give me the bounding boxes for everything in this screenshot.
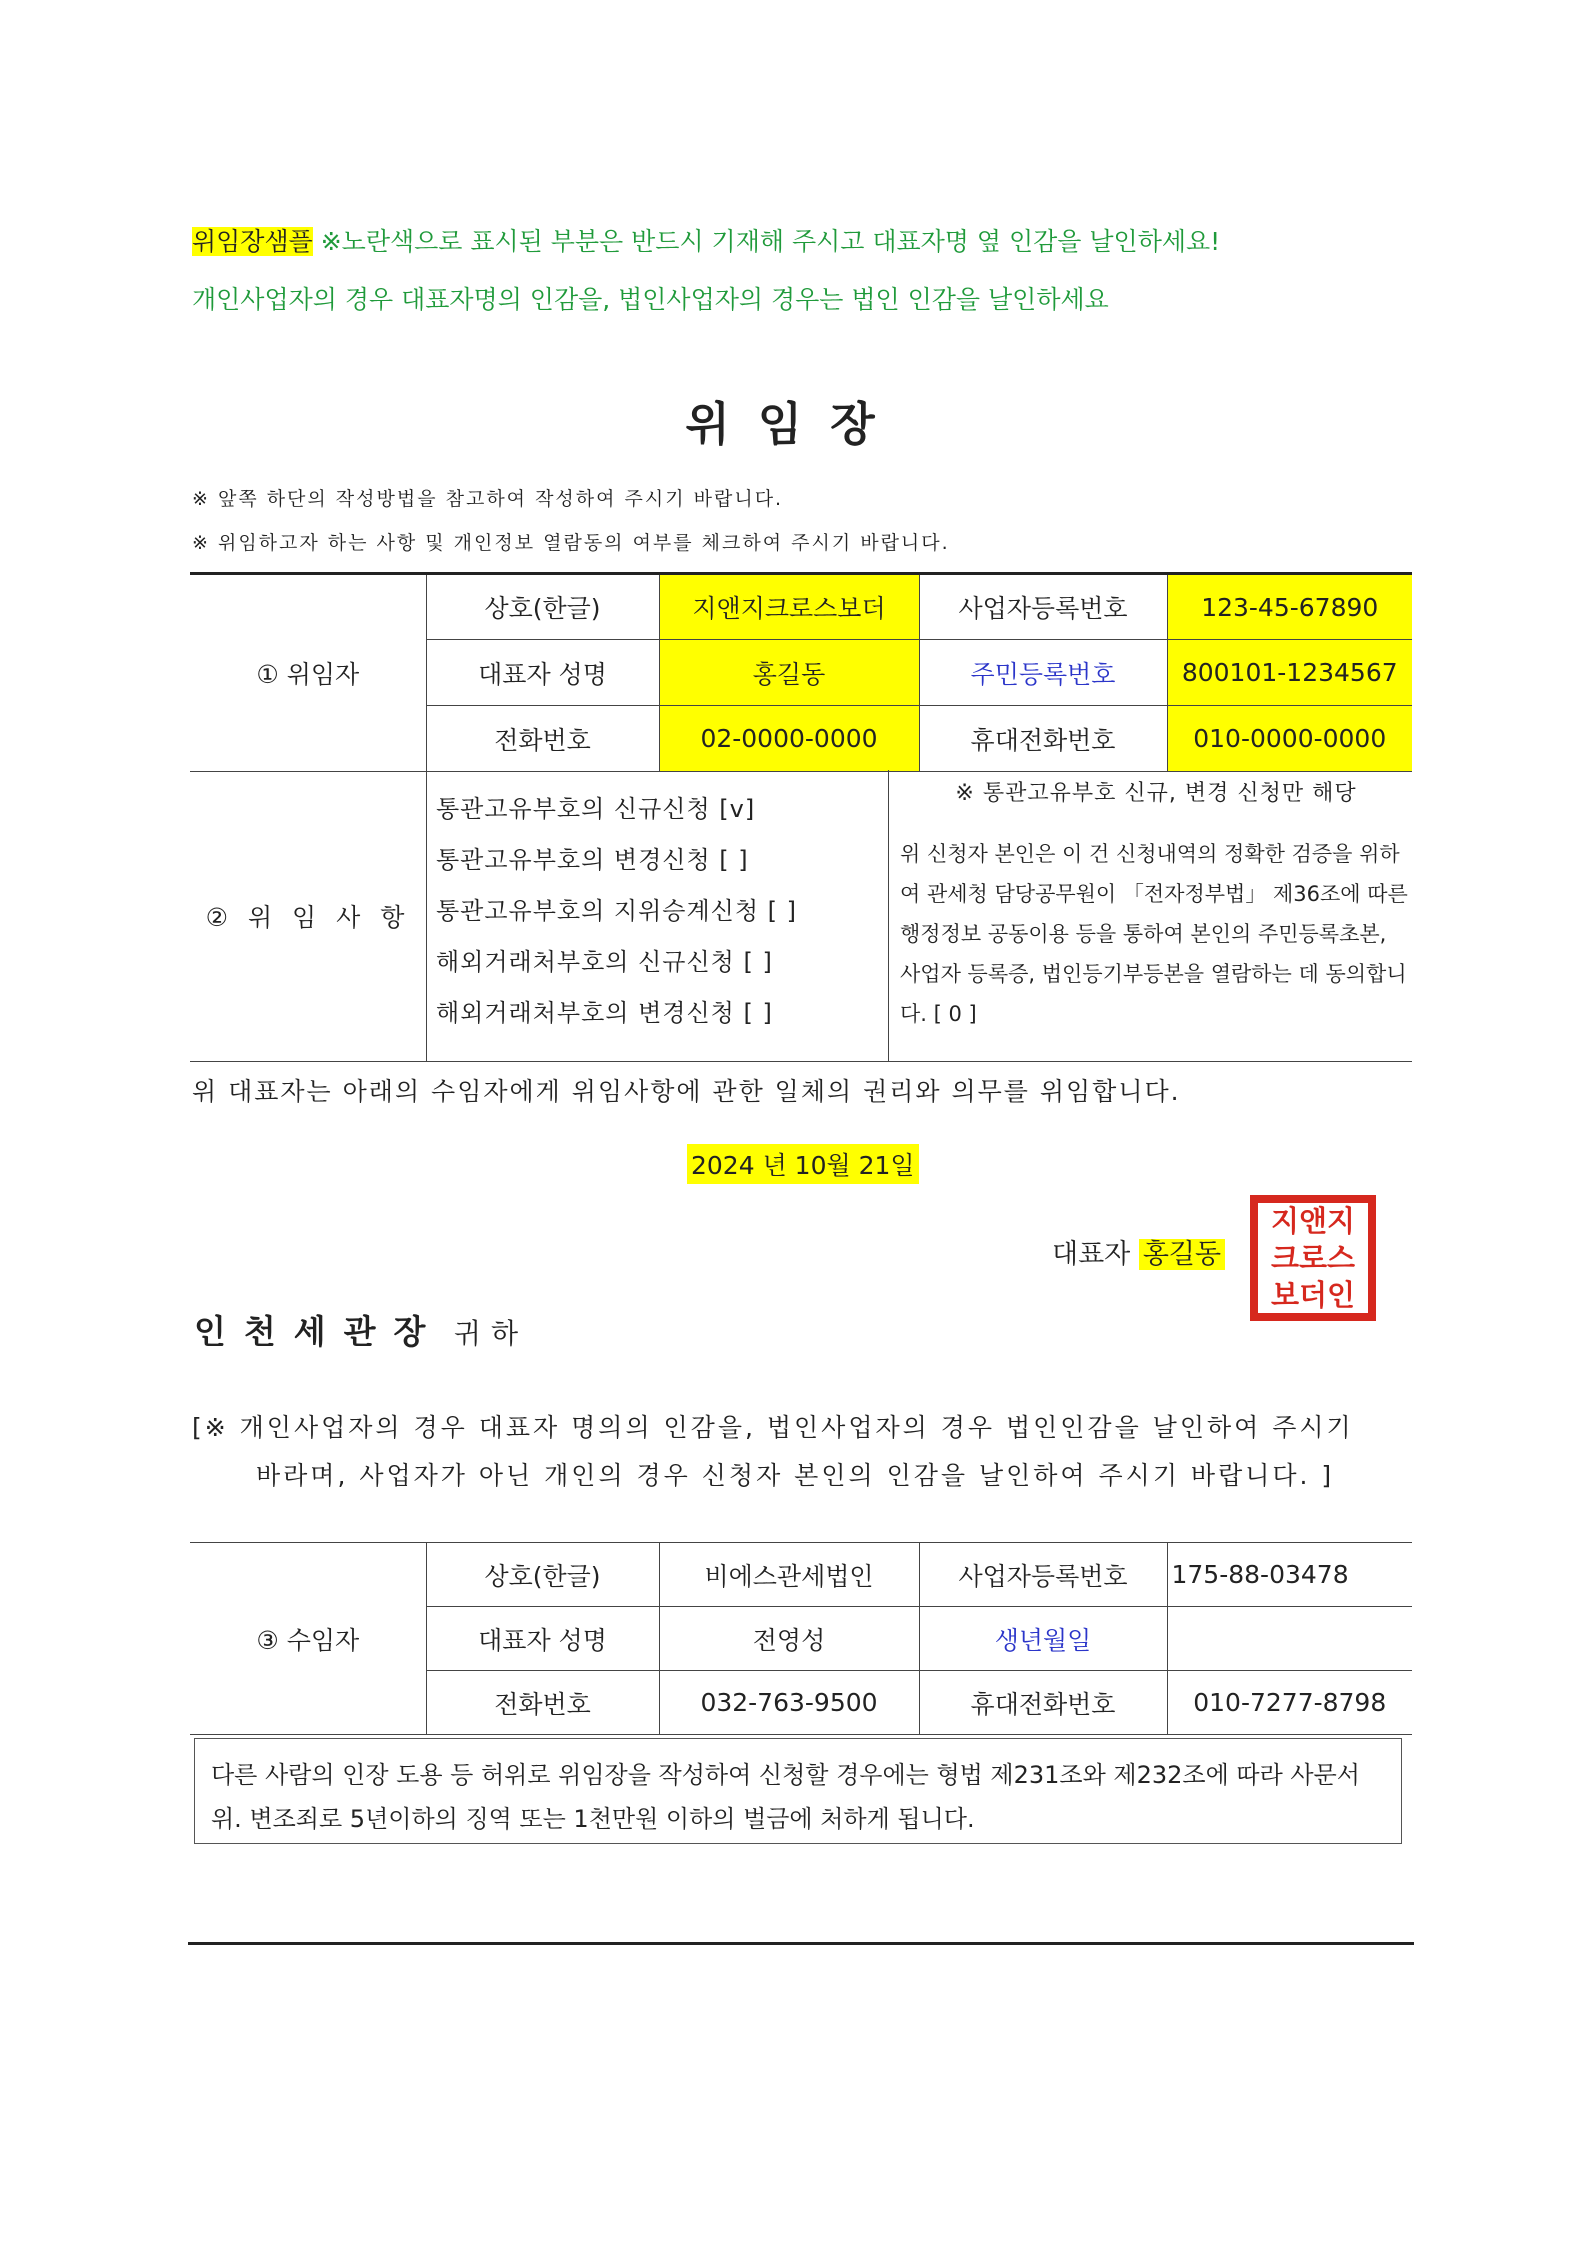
sample-notice [192, 222, 1220, 258]
seal-note-line-1: [※ 개인사업자의 경우 대표자 명의의 인감을, 법인사업자의 경우 법인인감을 날인하여 주시기 [192, 1413, 1354, 1442]
delegator-phone: 02-0000-0000 [659, 706, 919, 772]
delegatee-table [190, 1542, 1412, 1735]
seal-line: 지앤지 [1270, 1203, 1356, 1238]
delegator-rep-name: 홍길동 [659, 640, 919, 706]
delegatee-mobile: 010-7277-8798 [1167, 1671, 1412, 1735]
consent-box [900, 770, 1412, 1034]
delegatee-mobile-label: 휴대전화번호 [919, 1671, 1167, 1735]
delegator-rep-label: 대표자 성명 [426, 640, 659, 706]
delegator-resident-no-label: 주민등록번호 [919, 640, 1167, 706]
bottom-rule [188, 1942, 1414, 1945]
page-title: 위임장 [685, 397, 903, 451]
office-suffix: 귀하 [453, 1317, 528, 1350]
delegatee-birth-label: 생년월일 [919, 1607, 1167, 1671]
representative-line [1052, 1232, 1225, 1271]
delegation-item: 통관고유부호의 신규신청 [v] [436, 795, 756, 823]
company-seal-stamp [1250, 1195, 1376, 1321]
delegation-item: 해외거래처부호의 신규신청 [ ] [436, 948, 773, 976]
delegator-biz-no: 123-45-67890 [1167, 574, 1412, 640]
notice-line-1: ※노란색으로 표시된 부분은 반드시 기재해 주시고 대표자명 옆 인감을 날인하세요! [320, 227, 1221, 256]
delegator-mobile: 010-0000-0000 [1167, 706, 1412, 772]
document-date: 2024 년 10월 21일 [687, 1144, 919, 1184]
delegator-trade-name: 지앤지크로스보더 [659, 574, 919, 640]
delegatee-rep-name: 전영성 [659, 1607, 919, 1671]
office-name: 인천세관장 [194, 1312, 444, 1351]
delegatee-trade-name: 비에스관세법인 [659, 1543, 919, 1607]
delegation-section [190, 770, 1412, 1062]
delegator-mobile-label: 휴대전화번호 [919, 706, 1167, 772]
consent-text: 위 신청자 본인은 이 건 신청내역의 정확한 검증을 위하여 관세청 담당공무원이 「전자정부법」 제36조에 따른 행정정보 공동이용 등을 통하여 본인의 주민등록초본, 사업자 등록증, 법인등기부등본을 열람하는 데 동의합니다. [ 0 ] [900, 842, 1408, 1026]
recipient-office [194, 1306, 528, 1353]
seal-line: 크로스 [1270, 1240, 1356, 1275]
delegatee-trade-name-label: 상호(한글) [426, 1543, 659, 1607]
delegation-item: 통관고유부호의 지위승계신청 [ ] [436, 897, 798, 925]
delegator-trade-name-label: 상호(한글) [426, 574, 659, 640]
guide-line-2: ※ 위임하고자 하는 사항 및 개인정보 열람동의 여부를 체크하여 주시기 바랍니다. [192, 532, 950, 554]
delegator-biz-no-label: 사업자등록번호 [919, 574, 1167, 640]
seal-line: 보더인 [1270, 1277, 1356, 1312]
delegator-resident-no: 800101-1234567 [1167, 640, 1412, 706]
forgery-warning-box: 다른 사람의 인장 도용 등 허위로 위임장을 작성하여 신청할 경우에는 형법 제231조와 제232조에 따라 사문서위. 변조죄로 5년이하의 징역 또는 1천만원 이하의 벌금에 처하게 됩니다. [194, 1738, 1402, 1844]
delegatee-biz-no-label: 사업자등록번호 [919, 1543, 1167, 1607]
delegation-item: 통관고유부호의 변경신청 [ ] [436, 846, 749, 874]
delegatee-section-label: ③ 수임자 [190, 1543, 426, 1735]
column-divider [888, 770, 889, 1061]
delegator-section-label: ① 위임자 [190, 574, 426, 772]
delegator-table [190, 572, 1412, 772]
delegatee-rep-label: 대표자 성명 [426, 1607, 659, 1671]
representative-name: 홍길동 [1139, 1239, 1225, 1270]
delegate-statement: 위 대표자는 아래의 수임자에게 위임사항에 관한 일체의 권리와 의무를 위임합니다. [192, 1077, 1181, 1106]
sample-label: 위임장샘플 [192, 227, 313, 256]
delegatee-phone: 032-763-9500 [659, 1671, 919, 1735]
representative-label: 대표자 [1052, 1239, 1131, 1270]
delegation-item-list [436, 784, 876, 1039]
consent-scope-note: ※ 통관고유부호 신규, 변경 신청만 해당 [955, 781, 1357, 806]
delegator-phone-label: 전화번호 [426, 706, 659, 772]
guide-line-1: ※ 앞쪽 하단의 작성방법을 참고하여 작성하여 주시기 바랍니다. [192, 488, 784, 510]
delegatee-phone-label: 전화번호 [426, 1671, 659, 1735]
notice-line-2: 개인사업자의 경우 대표자명의 인감을, 법인사업자의 경우는 법인 인감을 날인하세요 [192, 285, 1109, 314]
delegation-item: 해외거래처부호의 변경신청 [ ] [436, 999, 773, 1027]
delegatee-biz-no: 175-88-03478 [1167, 1543, 1412, 1607]
seal-note-line-2: 바라며, 사업자가 아닌 개인의 경우 신청자 본인의 인감을 날인하여 주시기 바랍니다. ] [256, 1461, 1335, 1490]
delegatee-birth [1167, 1607, 1412, 1671]
delegation-section-label: ② 위 임 사 항 [190, 770, 427, 1061]
